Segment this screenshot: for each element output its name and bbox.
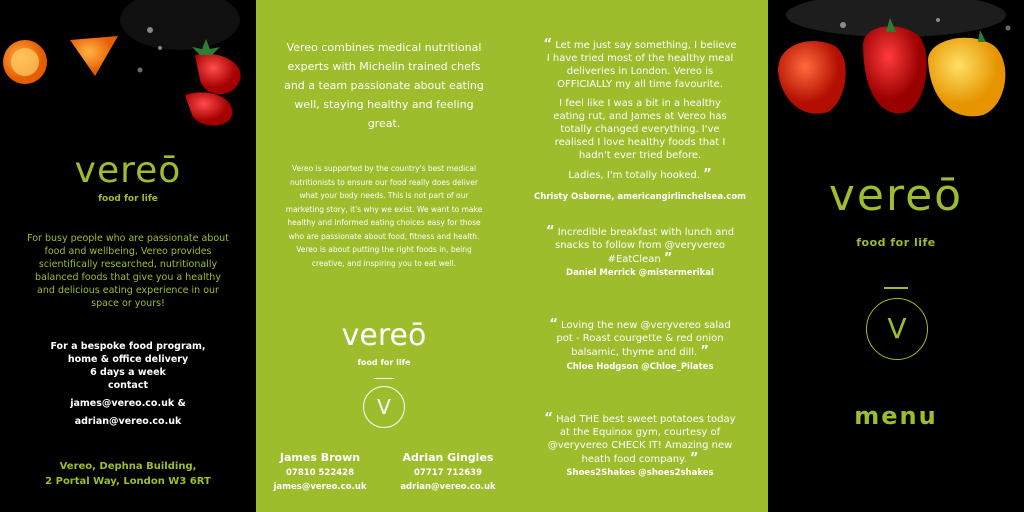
contact-phone[interactable]: 07810 522428: [285, 468, 355, 478]
divider: [374, 378, 394, 379]
intro-statement: Vereo combines medical nutritional experts with Michelin trained chefs and a team passionate about eating well, staying healthy and feeling great.: [284, 41, 484, 130]
contact-james: [256, 450, 384, 494]
divider: [884, 287, 908, 289]
close-quote-icon: ”: [703, 167, 712, 182]
address: [0, 459, 256, 489]
email-adrian[interactable]: adrian@vereo.co.uk: [74, 416, 182, 427]
tagline: food for life: [856, 236, 936, 249]
contact-email[interactable]: james@vereo.co.uk: [273, 482, 367, 492]
quote-text: Incredible breakfast with lunch and snacks to follow from @veryvereo #EatClean: [554, 227, 735, 265]
panel-front-left: [0, 0, 256, 512]
address-line: Vereo, Dephna Building,: [59, 461, 197, 472]
testimonial-quote: [542, 318, 738, 359]
testimonial-author: Shoes2Shakes @shoes2shakes: [566, 468, 714, 478]
v-badge-icon: V: [866, 298, 928, 360]
quote-text: Had THE best sweet potatoes today at the Equinox gym, courtesy of @veryvereo CHECK IT! Amazing new heath food company.: [547, 414, 736, 465]
close-quote-icon: ”: [689, 451, 699, 466]
panel-testimonials: [512, 0, 768, 512]
vereo-logo: vereō: [74, 150, 182, 191]
contact-email[interactable]: adrian@vereo.co.uk: [400, 482, 496, 492]
close-quote-icon: ”: [700, 344, 709, 359]
open-quote-icon: “: [549, 317, 558, 332]
contact-name: Adrian Gingles: [402, 451, 494, 464]
fruit-splash-image: [0, 0, 256, 130]
quote-text: I feel like I was a bit in a healthy eating rut, and James at Vereo has totally changed everything. I've realised I love healthy foods that I hadn't ever tried before.: [553, 98, 727, 161]
quote-text: Loving the new @veryvereo salad pot - Roast courgette & red onion balsamic, thyme and dill.: [556, 320, 731, 358]
peppers-splash-image: [768, 0, 1024, 125]
open-quote-icon: “: [545, 224, 555, 239]
vereo-logo: vereō: [828, 170, 964, 221]
menu-heading: menu: [854, 402, 938, 430]
contact-phone[interactable]: 07717 712639: [413, 468, 483, 478]
close-quote-icon: ”: [663, 251, 673, 266]
testimonial-author: Christy Osborne, americangirlinchelsea.com: [533, 192, 747, 202]
bespoke-line: 6 days a week: [90, 367, 166, 378]
tagline: food for life: [357, 358, 411, 367]
bespoke-line: contact: [107, 380, 149, 391]
contact-adrian: [384, 450, 512, 494]
vereo-logo: vereō: [341, 318, 427, 353]
bespoke-line: home & office delivery: [67, 354, 189, 365]
support-paragraph: Vereo is supported by the country's best medical nutritionists to ensure our food really does deliver what your body needs. This is not part of our marketing story, it's why we exist. We want to make healthy and informed eating choices easy for those who are passionate about food, fitness and health. Vereo is about putting the right foods in, being creative, and inspiring you to eat well.: [285, 164, 483, 268]
quote-text: Ladies, I'm totally hooked.: [568, 170, 700, 181]
testimonial-quote: [542, 38, 738, 182]
panel-inside-left: [256, 0, 512, 512]
contact-name: James Brown: [279, 451, 361, 464]
open-quote-icon: “: [543, 37, 553, 52]
testimonial-author: Chloe Hodgson @Chloe_Pilates: [566, 362, 714, 372]
testimonial-quote: [542, 225, 738, 266]
brand-description: For busy people who are passionate about food and wellbeing, Vereo provides scientifically researched, nutritionally balanced foods that give you a healthy and delicious eating experience in our space or yours!: [27, 233, 229, 309]
testimonial-quote: [542, 412, 738, 466]
bespoke-line: For a bespoke food program,: [50, 341, 206, 352]
email-james[interactable]: james@vereo.co.uk &: [70, 398, 186, 409]
open-quote-icon: “: [544, 411, 553, 426]
bespoke-program-text: [26, 340, 230, 392]
quote-text: Let me just say something, I believe I have tried most of the healthy meal deliveries in London. Vereo is OFFICIALLY my all time favourite.: [546, 40, 737, 90]
address-line: 2 Portal Way, London W3 6RT: [45, 476, 211, 487]
v-badge-icon: V: [363, 386, 405, 428]
panel-cover: [768, 0, 1024, 512]
tagline: food for life: [98, 194, 158, 204]
testimonial-author: Daniel Merrick @mistermerikal: [566, 268, 714, 278]
